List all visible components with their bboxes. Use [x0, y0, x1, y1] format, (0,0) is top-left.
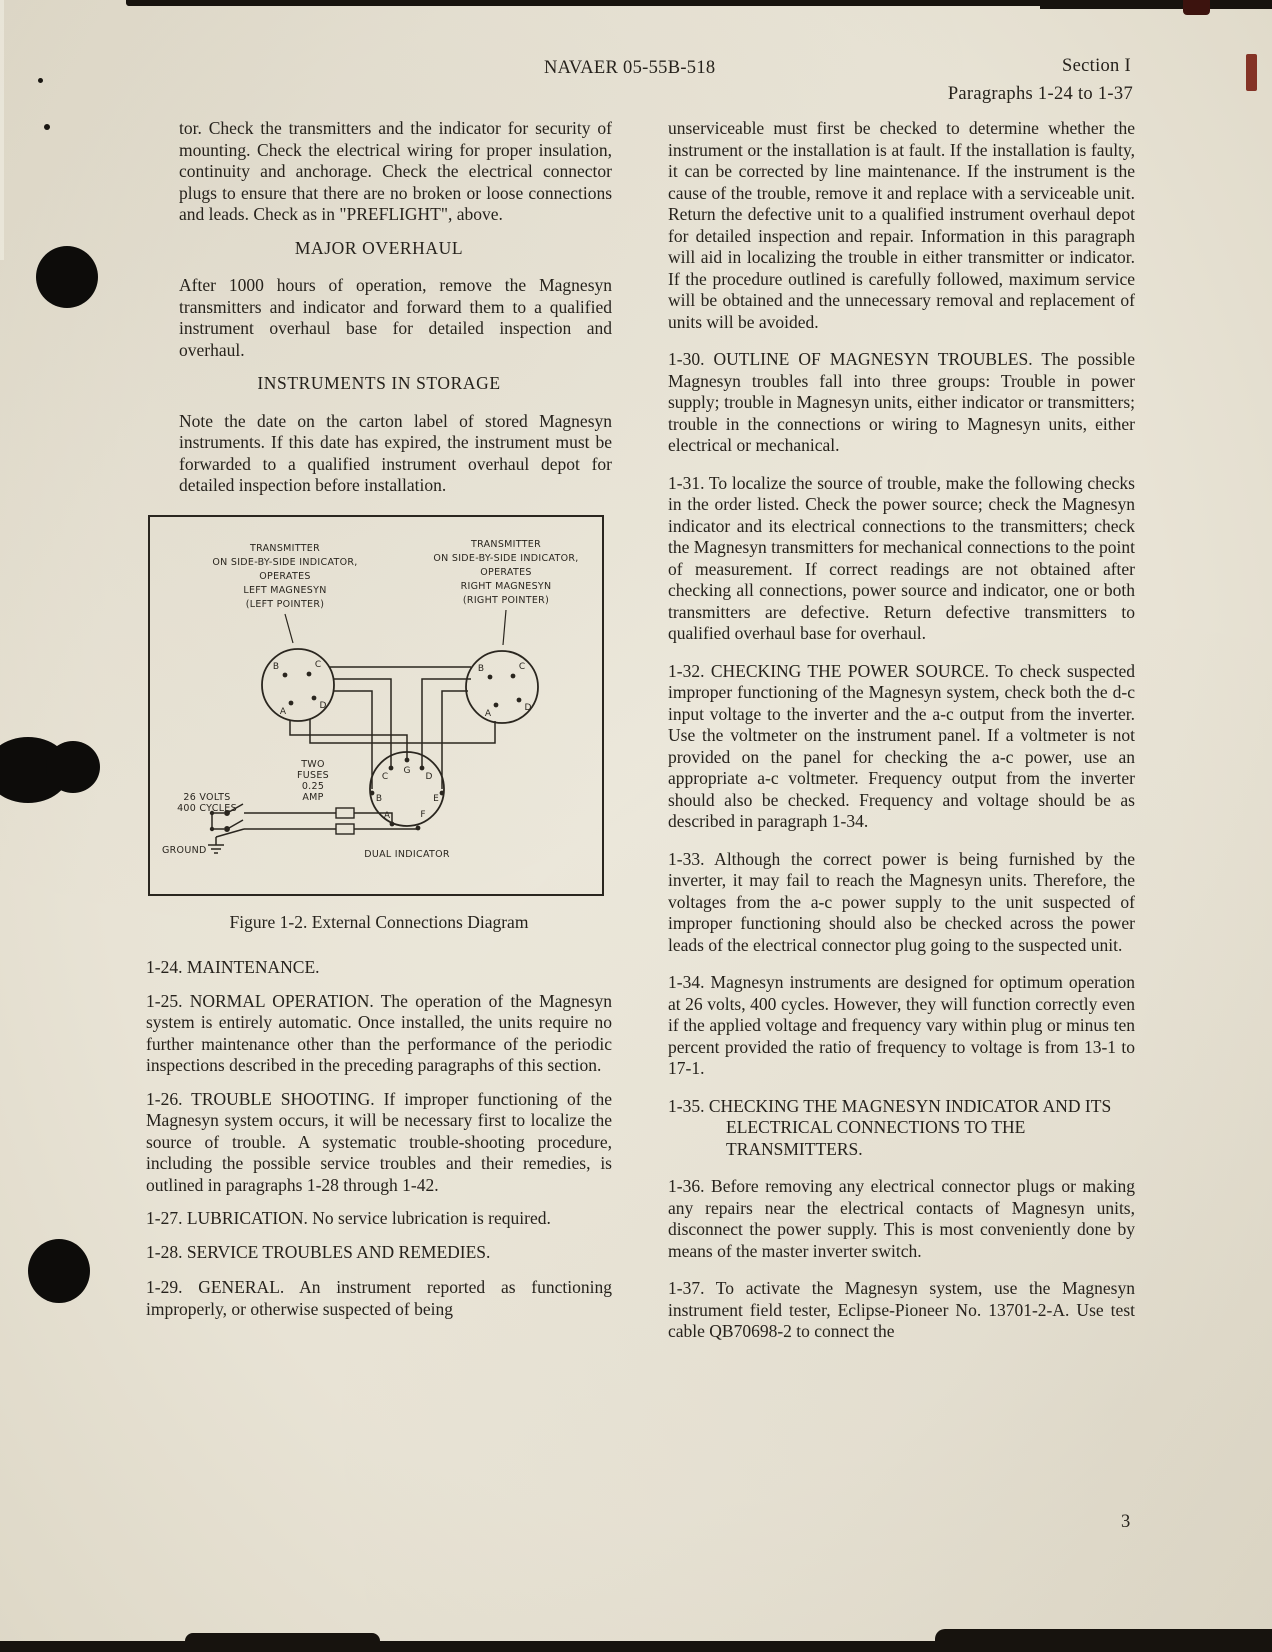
diagram-label-line: OPERATES — [480, 566, 532, 578]
paragraph-1-29: 1-29. GENERAL. An instrument reported as functioning improperly, or otherwise suspected of being — [146, 1277, 612, 1319]
diagram-label-line: LEFT MAGNESYN — [243, 584, 327, 596]
heading-major-overhaul: MAJOR OVERHAUL — [294, 237, 464, 258]
pin-label: C — [381, 771, 389, 782]
fuses-label-line: 0.25 — [301, 780, 325, 792]
dual-indicator-symbol — [370, 752, 444, 826]
paragraph-1-30: 1-30. OUTLINE OF MAGNESYN TROUBLES. The possible Magnesyn troubles fall into three groups: Trouble in power supply; trouble in Magnesyn units, either indicator or transmitters; trouble in the connections or wiring to Magnesyn units, either electrical or mechanical. — [668, 349, 1135, 455]
paragraph-continuation-right: unserviceable must first be checked to determine whether the instrument or the installation is at fault. If the installation is faulty, it can be corrected by line maintenance. If the instrument is the cause of the trouble, remove it and replace with a serviceable unit. Return the defective unit to a qualified instrument overhaul depot for detailed inspection and repair. Information in this paragraph will aid in localizing the trouble in either transmitter or indicator. If the procedure outlined is carefully followed, maximum service will be obtained and the unnecessary removal and replacement of units will be avoided. — [668, 118, 1135, 332]
scan-artifact-bottom-blob — [185, 1633, 380, 1647]
left-transmitter-label — [212, 543, 357, 610]
diagram-label-line: TRANSMITTER — [471, 538, 541, 550]
pin-label: B — [272, 661, 280, 672]
fuse-symbol — [336, 808, 354, 834]
dual-indicator-label: DUAL INDICATOR — [364, 848, 450, 860]
scan-speck — [44, 124, 50, 130]
pin-label: A — [279, 706, 287, 717]
paragraph-1-34: 1-34. Magnesyn instruments are designed for optimum operation at 26 volts, 400 cycles. However, they will function correctly even if the applied voltage and frequency vary within plug or minus ten percent provided the ratio of frequency to voltage is from 13-1 to 17-1. — [668, 972, 1135, 1078]
paragraph-1-35: 1-35. CHECKING THE MAGNESYN INDICATOR AND ITS ELECTRICAL CONNECTIONS TO THE TRANSMITTERS. — [668, 1095, 1112, 1159]
document-number: NAVAER 05-55B-518 — [544, 58, 716, 78]
fuses-label-line: AMP — [302, 791, 324, 803]
paragraph-1-27: 1-27. LUBRICATION. No service lubrication is required. — [146, 1208, 551, 1228]
left-column — [146, 118, 612, 1332]
pin-label: E — [433, 793, 439, 804]
heading-instruments-in-storage: INSTRUMENTS IN STORAGE — [257, 373, 501, 393]
right-transmitter-label — [433, 539, 578, 606]
ground-symbol — [208, 829, 244, 853]
voltage-label-line: 400 CYCLES — [177, 802, 237, 814]
scan-artifact-red-mark — [1246, 54, 1257, 91]
page-number: 3 — [1121, 1512, 1131, 1532]
pin-label: C — [314, 659, 322, 670]
paragraph-range: Paragraphs 1-24 to 1-37 — [947, 84, 1133, 104]
paragraph-1-26: 1-26. TROUBLE SHOOTING. If improper functioning of the Magnesyn system occurs, it will be necessary first to localize the source of trouble. A systematic trouble-shooting procedure, including the possible service troubles and their remedies, is outlined in paragraphs 1-28 through 1-42. — [146, 1088, 612, 1195]
ground-label: GROUND — [162, 844, 207, 856]
diagram-label-line: ON SIDE-BY-SIDE INDICATOR, — [433, 552, 579, 564]
pin-label: D — [319, 700, 327, 711]
section-label: Section I — [1062, 56, 1131, 76]
diagram-label-line: (RIGHT POINTER) — [462, 594, 550, 606]
label-leader-lines — [285, 610, 506, 645]
punch-hole — [36, 246, 98, 308]
scan-artifact-top-bar-right — [1040, 0, 1272, 9]
paragraph-1-28: 1-28. SERVICE TROUBLES AND REMEDIES. — [146, 1241, 491, 1262]
paragraph-1-32: 1-32. CHECKING THE POWER SOURCE. To check suspected improper functioning of the Magnesyn system, check both the d-c input voltage to the inverter and the a-c output from the inverter. Use the voltmeter on the instrument panel. If a voltmeter is not provided on the panel for checking the a-c power, use an appropriate a-c voltmeter. Frequency output from the inverter should also be checked. Frequency and voltage should be as described in paragraph 1-34. — [668, 660, 1135, 831]
paragraph-1-24: 1-24. MAINTENANCE. — [146, 957, 320, 977]
paragraph-1-33: 1-33. Although the correct power is being furnished by the inverter, it may fail to reach the Magnesyn units. Therefore, the voltages from the a-c power supply to the unit suspected of improper functioning should also be checked across the power leads of the electrical connector plug going to the suspected unit. — [668, 848, 1135, 955]
pin-dots — [210, 671, 522, 831]
figure-caption: Figure 1-2. External Connections Diagram — [229, 911, 529, 932]
pin-label: F — [420, 809, 426, 820]
diagram-label-line: ON SIDE-BY-SIDE INDICATOR, — [212, 556, 358, 568]
paragraph-1-36: 1-36. Before removing any electrical connector plugs or making any repairs near the electrical contacts of Magnesyn units, disconnect the power supply. This is most conveniently done by means of the master inverter switch. — [668, 1176, 1135, 1261]
voltage-label-line: 26 VOLTS — [183, 791, 231, 803]
scan-edge — [0, 0, 4, 260]
figure-external-connections-diagram — [148, 515, 604, 896]
diagram-label-line: RIGHT MAGNESYN — [460, 580, 552, 592]
pin-label: C — [518, 661, 526, 672]
fuses-label-line: TWO — [301, 758, 325, 770]
pin-label: B — [375, 793, 383, 804]
pin-label: B — [477, 663, 485, 674]
fuses-label-line: FUSES — [297, 769, 329, 781]
punch-hole — [28, 1239, 90, 1303]
paragraph-instruments-in-storage: Note the date on the carton label of stored Magnesyn instruments. If this date has expired, the instrument must be forwarded to a qualified instrument overhaul depot for detailed inspection before installation. — [179, 410, 612, 495]
pin-label: A — [383, 810, 391, 821]
paragraph-continuation-left: tor. Check the transmitters and the indicator for security of mounting. Check the electrical wiring for proper insulation, continuity and anchorage. Check the electrical connector plugs to ensure that there are no broken or loose connections and leads. Check as in "PREFLIGHT", above. — [179, 118, 612, 224]
pin-label: G — [403, 765, 411, 776]
diagram-label-line: OPERATES — [259, 570, 311, 582]
wire-lines — [212, 667, 495, 829]
pin-label: A — [484, 708, 492, 719]
diagram-label-line: TRANSMITTER — [250, 542, 320, 554]
paragraph-1-25: 1-25. NORMAL OPERATION. The operation of the Magnesyn system is entirely automatic. Once installed, the units require no further maintenance other than the performance of the periodic inspections described in the preceding paragraphs of this section. — [146, 990, 612, 1075]
pin-label: D — [524, 702, 532, 713]
pin-label: D — [425, 771, 433, 782]
paragraph-1-37: 1-37. To activate the Magnesyn system, use the Magnesyn instrument field tester, Eclipse-Pioneer No. 13701-2-A. Use test cable QB70698-2 to connect the — [668, 1278, 1135, 1341]
paragraph-1-31: 1-31. To localize the source of trouble, make the following checks in the order listed. Check the power source; check the Magnesyn indicator and its electrical connections to the transmitters; check the Magnesyn transmitters for mechanical connections to the point of measurement. If correct readings are not obtained after checking all connections, power source and indicator, one or both transmitters are defective. Return defective transmitters to qualified overhaul base for overhaul. — [668, 472, 1135, 643]
punch-hole — [46, 741, 100, 793]
right-column — [668, 118, 1135, 1354]
scan-speck — [38, 78, 43, 83]
scan-artifact-bottom-blob — [935, 1629, 1272, 1647]
wiring-diagram — [150, 517, 602, 894]
paragraph-major-overhaul: After 1000 hours of operation, remove the Magnesyn transmitters and indicator and forward them to a qualified instrument overhaul base for detailed inspection and overhaul. — [179, 275, 612, 360]
diagram-label-line: (LEFT POINTER) — [245, 598, 325, 610]
scan-artifact-corner-mark — [1183, 0, 1210, 15]
